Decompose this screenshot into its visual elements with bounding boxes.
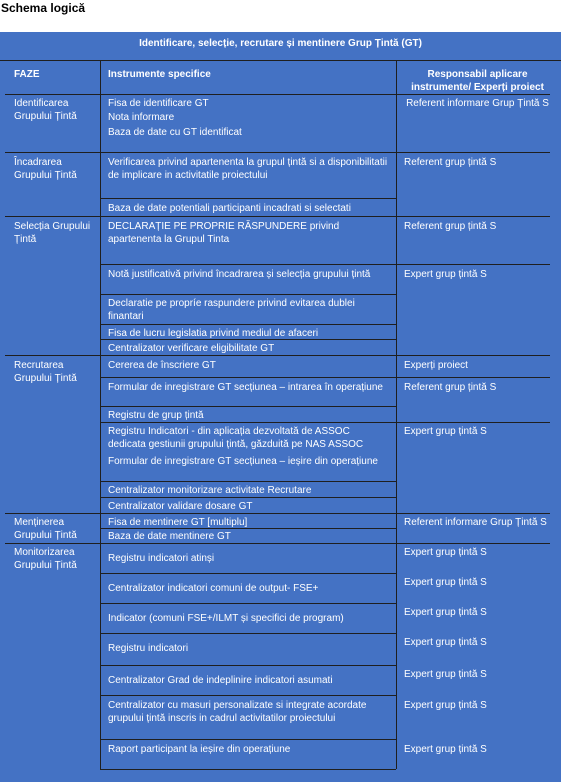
responsabil-registru-indicatori: Expert grup țintă S — [404, 426, 487, 437]
schema-table — [0, 32, 561, 782]
grid-line — [100, 481, 396, 482]
grid-line — [5, 355, 550, 356]
header-faze: FAZE — [14, 69, 40, 80]
responsabil-monitorizare-2: Expert grup țintă S — [404, 577, 487, 588]
page-heading: Schema logică — [1, 1, 86, 15]
faza-incadrare: Încadrarea Grupului Țintă — [14, 157, 77, 181]
grid-line — [100, 573, 396, 574]
instrument-centralizator-recrutare: Centralizator monitorizare activitate Recrutare — [108, 485, 312, 496]
responsabil-mentinere: Referent informare Grup Țintă S — [404, 517, 547, 528]
instrument-nota-informare: Nota informare — [108, 112, 175, 123]
grid-line — [100, 324, 396, 325]
instrument-centralizator-grad: Centralizator Grad de indeplinire indicatori asumati — [108, 675, 333, 686]
grid-line — [5, 94, 550, 95]
responsabil-monitorizare-7: Expert grup țintă S — [404, 744, 487, 755]
instrument-centralizator-masuri: Centralizator cu masuri personalizate si integrate acordate grupului țintă inscris in cadrul activitatilor proiectului — [108, 700, 367, 724]
instrument-fisa-legislatie: Fisa de lucru legislatia privind mediul de afaceri — [108, 328, 319, 339]
instrument-declaratie-dubla-finantare: Declaratie pe propríe raspundere privind evitarea dublei finantari — [108, 298, 355, 322]
faza-identificare: Identificarea Grupului Țintă — [14, 98, 77, 122]
faza-monitorizare: Monitorizarea Grupului Țintă — [14, 547, 77, 571]
grid-line — [5, 152, 550, 153]
grid-line — [100, 406, 396, 407]
header-responsabil: Responsabil aplicare instrumente/ Experți proiect — [411, 69, 544, 93]
responsabil-monitorizare-6: Expert grup țintă S — [404, 700, 487, 711]
grid-line — [100, 264, 550, 265]
grid-line — [396, 61, 397, 769]
responsabil-formular-intrare: Referent grup țintă S — [404, 382, 497, 393]
table-title: Identificare, selecție, recrutare și mentinere Grup Țintă (GT) — [139, 38, 422, 49]
grid-line — [100, 198, 396, 199]
instrument-baza-date-mentinere: Baza de date mentinere GT — [108, 531, 231, 542]
grid-line — [5, 543, 550, 544]
grid-line — [100, 695, 396, 696]
grid-line — [5, 216, 550, 217]
instrument-centralizator-dosare: Centralizator validare dosare GT — [108, 501, 253, 512]
instrument-baza-date-potentiali: Baza de date potentiali participanti incadrati si selectati — [108, 203, 351, 214]
instrument-registru-indicatori: Registru indicatori — [108, 643, 189, 654]
grid-line — [5, 513, 550, 514]
header-instrumente: Instrumente specifice — [108, 69, 211, 80]
instrument-fisa-identificare: Fisa de identificare GT — [108, 98, 209, 109]
instrument-nota-justificativa: Notă justificativă privind încadrarea și selecția grupului țintă — [108, 269, 371, 280]
grid-line — [100, 528, 396, 529]
responsabil-incadrare: Referent grup țintă S — [404, 157, 497, 168]
responsabil-identificare: Referent informare Grup Țintă S — [406, 98, 549, 109]
faza-recrutare: Recrutarea Grupului Țintă — [14, 360, 77, 384]
instrument-baza-date-gt: Baza de date cu GT identificat — [108, 127, 242, 138]
grid-line — [100, 665, 396, 666]
instrument-cerere-inscriere: Cererea de înscriere GT — [108, 360, 216, 371]
grid-line — [100, 633, 396, 634]
faza-mentinere: Menținerea Grupului Țintă — [14, 517, 77, 541]
grid-line — [100, 739, 396, 740]
instrument-centralizator-indicatori-output: Centralizator indicatori comuni de output- FSE+ — [108, 583, 319, 594]
grid-line — [100, 294, 396, 295]
instrument-formular-intrare: Formular de inregistrare GT secțiunea – intrarea în operațiune — [108, 382, 383, 393]
grid-line — [0, 60, 561, 61]
instrument-formular-iesire: Formular de inregistrare GT secțiunea – ieșire din operațiune — [108, 456, 378, 467]
grid-line — [100, 603, 396, 604]
grid-line — [100, 497, 396, 498]
grid-line — [100, 339, 396, 340]
instrument-registru-indicatori-atinsi: Registru indicatori atinși — [108, 553, 215, 564]
responsabil-cerere: Experți proiect — [404, 360, 468, 371]
grid-line — [100, 377, 550, 378]
grid-line — [100, 422, 550, 423]
faza-selectie: Selecția Grupului Țintă — [14, 221, 91, 245]
responsabil-monitorizare-1: Expert grup țintă S — [404, 547, 487, 558]
responsabil-monitorizare-4: Expert grup țintă S — [404, 637, 487, 648]
responsabil-monitorizare-5: Expert grup țintă S — [404, 669, 487, 680]
grid-line — [100, 769, 396, 770]
instrument-raport-participant: Raport participant la ieșire din operațiune — [108, 744, 291, 755]
responsabil-monitorizare-3: Expert grup țintă S — [404, 607, 487, 618]
instrument-declaratie-apartenenta: DECLARAȚIE PE PROPRIE RĂSPUNDERE privind apartenenta la Grupul Tinta — [108, 221, 340, 245]
instrument-indicator-comuni: Indicator (comuni FSE+/ILMT și specifici de program) — [108, 613, 344, 624]
grid-line — [100, 61, 101, 769]
instrument-fisa-mentinere: Fisa de mentinere GT [multiplu] — [108, 517, 248, 528]
responsabil-nota-justificativa: Expert grup țintă S — [404, 269, 487, 280]
instrument-centralizator-eligibilitate: Centralizator verificare eligibilitate GT — [108, 343, 275, 354]
instrument-registru-indicatori-assoc: Registru Indicatori - din aplicația dezvoltată de ASSOC dedicata gestiunii grupului țintă, găzduită pe NAS ASSOC — [108, 426, 364, 450]
instrument-registru-grup: Registru de grup țintă — [108, 410, 204, 421]
instrument-verificare-apartenenta: Verificarea privind apartenenta la grupul țintă si a disponibilitatii de implicare in activitatile proiectului — [108, 157, 388, 181]
responsabil-selectie: Referent grup țintă S — [404, 221, 497, 232]
